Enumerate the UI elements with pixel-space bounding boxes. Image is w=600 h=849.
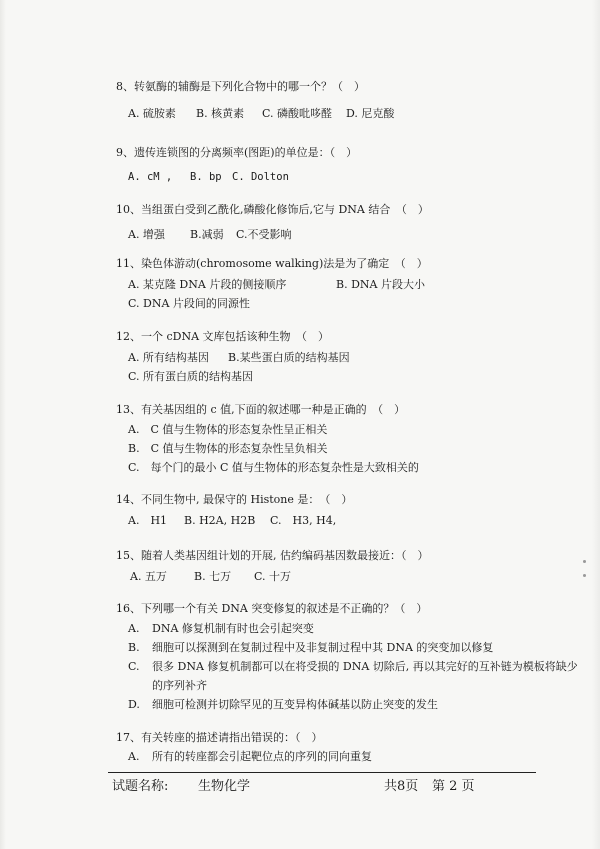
- question-stem: 14、不同生物中, 最保守的 Histone 是： （ ）: [116, 493, 353, 506]
- question-stem: 16、下列哪一个有关 DNA 突变修复的叙述是不正确的？（ ）: [116, 602, 428, 615]
- option-c: C.不受影响: [236, 228, 292, 241]
- option-a: A. cM ,: [128, 171, 173, 183]
- exam-subject: 生物化学: [198, 779, 251, 794]
- question-13: [116, 400, 586, 477]
- option-b: B. H2A, H2B: [184, 514, 256, 527]
- question-stem: 13、有关基因组的 c 值,下面的叙述哪一种是正确的 （ ）: [116, 403, 406, 416]
- option-d: D. 尼克酸: [346, 107, 395, 120]
- option-c: C. DNA 片段间的同源性: [128, 297, 250, 310]
- option-c: C. 磷酸吡哆醛: [262, 107, 333, 120]
- option-label: A.: [128, 622, 140, 635]
- option-label: D.: [128, 698, 140, 711]
- option-text: 很多 DNA 修复机制都可以在将受损的 DNA 切除后, 再以其完好的互补链为模板将缺少的序列补齐: [152, 660, 578, 692]
- scan-speck: [583, 574, 586, 577]
- question-10: [116, 200, 586, 244]
- option-a: A. 所有结构基因: [128, 351, 209, 364]
- option-c: C. Dolton: [232, 171, 289, 183]
- option-a: [128, 747, 582, 766]
- current-page: 第 2 页: [432, 779, 475, 794]
- question-16: [116, 599, 586, 714]
- option-label: C.: [128, 660, 140, 673]
- option-b: B. C 值与生物体的形态复杂性呈负相关: [128, 442, 328, 455]
- question-14: [116, 490, 586, 530]
- option-text: 所有的转座都会引起靶位点的序列的同向重复: [152, 750, 372, 763]
- question-stem: 17、有关转座的描述请指出错误的：（ ）: [116, 731, 323, 744]
- option-b: B.减弱: [190, 228, 224, 241]
- option-text: 细胞可检测并切除罕见的互变异构体碱基以防止突变的发生: [152, 698, 438, 711]
- option-b: B.某些蛋白质的结构基因: [228, 351, 350, 364]
- option-b: [128, 638, 582, 657]
- option-d: [128, 695, 582, 714]
- exam-name-label: 试题名称:: [112, 779, 169, 794]
- option-text: 细胞可以探测到在复制过程中及非复制过程中其 DNA 的突变加以修复: [152, 641, 494, 654]
- option-b: B. 核黄素: [196, 107, 245, 120]
- option-label: A.: [128, 750, 140, 763]
- question-stem: 10、当组蛋白受到乙酰化,磷酸化修饰后,它与 DNA 结合 （ ）: [116, 203, 429, 216]
- option-c: [128, 657, 582, 695]
- option-a: [128, 619, 582, 638]
- question-15: [116, 546, 586, 586]
- scan-speck: [583, 560, 586, 563]
- option-c: C. H3, H4,: [270, 514, 337, 527]
- question-9: [116, 143, 586, 187]
- question-stem: 15、随着人类基因组计划的开展, 估约编码基因数最接近：（ ）: [116, 549, 429, 562]
- option-b: B. 七万: [194, 570, 232, 583]
- option-a: A. 五万: [130, 570, 167, 583]
- option-text: DNA 修复机制有时也会引起突变: [152, 622, 314, 635]
- option-a: A. 增强: [128, 228, 165, 241]
- question-17: [116, 728, 586, 766]
- question-stem: 8、转氨酶的辅酶是下列化合物中的哪一个？（ ）: [116, 80, 365, 93]
- question-8: [116, 77, 586, 123]
- option-a: A. 某克隆 DNA 片段的侧接顺序: [128, 278, 287, 291]
- total-pages: 共8页: [384, 779, 419, 794]
- option-b: B. bp: [190, 171, 222, 183]
- option-b: B. DNA 片段大小: [336, 278, 425, 291]
- option-a: A. H1: [128, 514, 168, 527]
- question-stem: 11、染色体游动(chromosome walking)法是为了确定 （ ）: [116, 257, 428, 270]
- footer-divider: [108, 772, 536, 773]
- option-c: C. 所有蛋白质的结构基因: [128, 370, 254, 383]
- question-12: [116, 327, 586, 386]
- option-a: A. C 值与生物体的形态复杂性呈正相关: [128, 423, 328, 436]
- question-11: [116, 254, 586, 313]
- question-stem: 9、遗传连锁图的分离频率(图距)的单位是：（ ）: [116, 146, 358, 159]
- option-c: C. 每个门的最小 C 值与生物体的形态复杂性是大致相关的: [128, 461, 419, 474]
- option-label: B.: [128, 641, 140, 654]
- option-c: C. 十万: [254, 570, 292, 583]
- question-stem: 12、一个 cDNA 文库包括该种生物 （ ）: [116, 330, 330, 343]
- option-a: A. 硫胺素: [128, 107, 176, 120]
